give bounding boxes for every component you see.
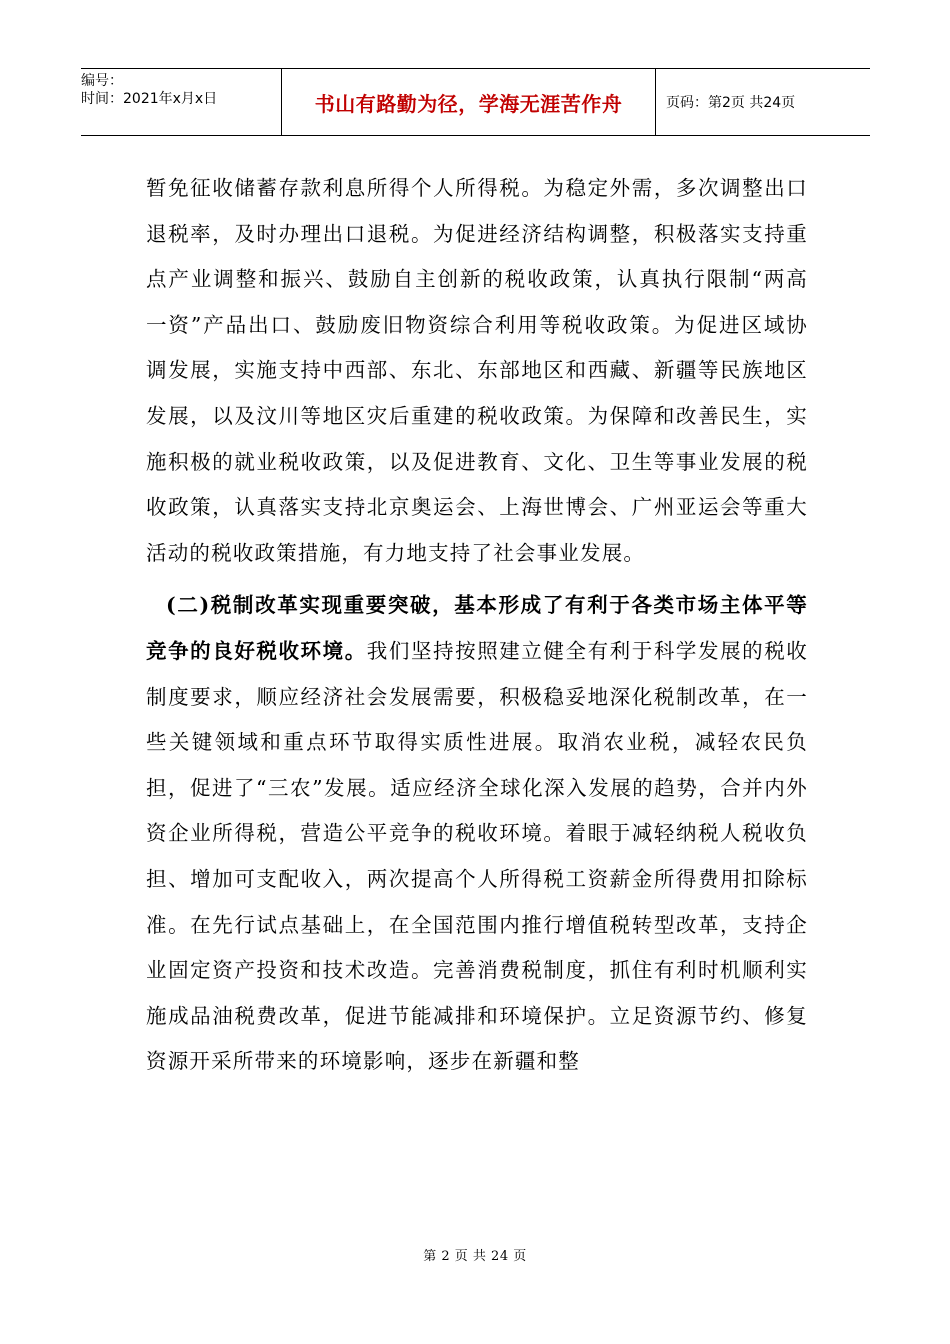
- document-header: [81, 68, 870, 136]
- header-page-info: 页码：第2页 共24页: [666, 95, 796, 111]
- section-body-2: 我们坚持按照建立健全有利于科学发展的税收制度要求，顺应经济社会发展需要，积极稳妥地深化税制改革，在一些关键领域和重点环节取得实质性进展。取消农业税，减轻农民负担，促进了“三农”发展。适应经济全球化深入发展的趋势，合并内外资企业所得税，营造公平竞争的税收环境。着眼于减轻纳税人税收负担、增加可支配收入，两次提高个人所得税工资薪金所得费用扣除标准。在先行试点基础上，在全国范围内推行增值税转型改革，支持企业固定资产投资和技术改造。完善消费税制度，抓住有利时机顺利实施成品油税费改革，促进节能减排和环境保护。立足资源节约、修复资源开采所带来的环境影响，逐步在新疆和整: [146, 638, 809, 1074]
- body-paragraph-2: [146, 583, 808, 1085]
- document-number-label: 编号：: [81, 73, 123, 89]
- header-meta-cell: [81, 69, 282, 135]
- header-motto: 书山有路勤为径，学海无涯苦作舟: [282, 69, 656, 135]
- body-paragraph-1: 暂免征收储蓄存款利息所得个人所得税。为稳定外需，多次调整出口退税率，及时办理出口退税。为促进经济结构调整，积极落实支持重点产业调整和振兴、鼓励自主创新的税收政策，认真执行限制“两高一资”产品出口、鼓励废旧物资综合利用等税收政策。为促进区域协调发展，实施支持中西部、东北、东部地区和西藏、新疆等民族地区发展，以及汶川等地区灾后重建的税收政策。为保障和改善民生，实施积极的就业税收政策，以及促进教育、文化、卫生等事业发展的税收政策，认真落实支持北京奥运会、上海世博会、广州亚运会等重大活动的税收政策措施，有力地支持了社会事业发展。: [146, 176, 808, 565]
- document-date: 时间：2021年x月x日: [81, 91, 218, 107]
- page-footer: 第 2 页 共 24 页: [423, 1249, 527, 1264]
- document-body: [146, 166, 808, 1085]
- section-heading-2: (二)税制改革实现重要突破，基本形成了有利于各类市场主体平等竞争的良好税收环境。: [146, 593, 808, 663]
